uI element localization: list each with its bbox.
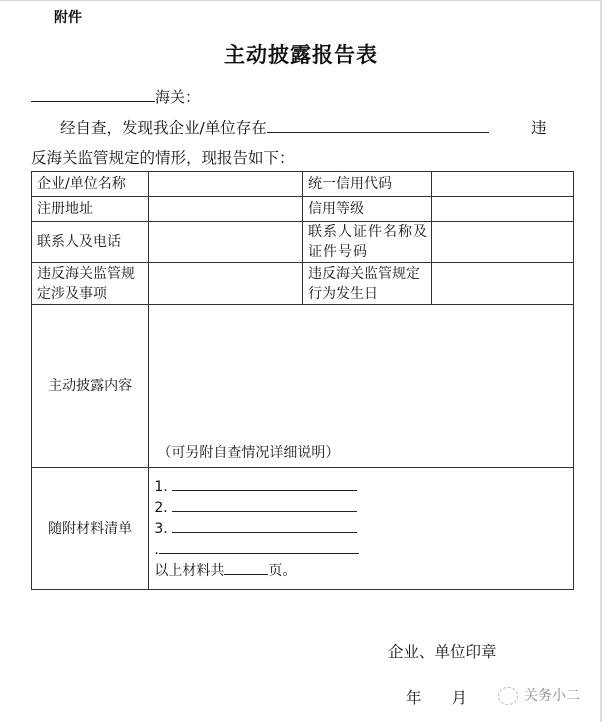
table-row xyxy=(32,305,574,468)
page-count-blank[interactable] xyxy=(224,560,268,575)
label-disclosure-content: 主动披露内容 xyxy=(32,305,149,468)
intro-line-2: 反海关监管规定的情形，现报告如下： xyxy=(31,149,295,167)
table-row xyxy=(32,263,574,305)
material-blank-1[interactable] xyxy=(172,476,357,491)
watermark-text: 关务小二 xyxy=(524,688,580,704)
intro-sentence-tail: 违 xyxy=(531,119,547,137)
material-blank-3[interactable] xyxy=(172,518,357,533)
label-violation-matters: 违反海关监管规定涉及事项 xyxy=(32,263,149,305)
material-blank-2[interactable] xyxy=(172,497,357,512)
watermark xyxy=(498,685,580,705)
field-contact-id[interactable] xyxy=(431,222,573,263)
customs-suffix: 海关： xyxy=(155,88,201,106)
attachment-label: 附件 xyxy=(54,10,82,26)
field-registered-address[interactable] xyxy=(149,197,303,222)
field-company-name[interactable] xyxy=(149,172,303,197)
field-disclosure-content[interactable] xyxy=(149,305,574,468)
table-row xyxy=(32,468,574,590)
label-attached-materials: 随附材料清单 xyxy=(32,468,149,590)
field-credit-code[interactable] xyxy=(431,172,573,197)
table-row xyxy=(32,197,574,222)
material-item: 2. xyxy=(154,497,573,518)
label-company-name: 企业/单位名称 xyxy=(32,172,149,197)
customs-name-blank[interactable] xyxy=(31,85,155,102)
materials-list xyxy=(149,468,574,590)
table-row xyxy=(32,222,574,263)
date-line xyxy=(406,686,497,708)
material-blank-4[interactable] xyxy=(159,539,359,554)
form-title: 主动披露报告表 xyxy=(224,43,378,67)
disclosure-note: （可另附自查情况详细说明） xyxy=(157,445,340,461)
wechat-icon xyxy=(498,687,518,705)
intro-sentence-start: 经自查，发现我企业/单位存在 xyxy=(60,119,267,137)
year-label: 年 xyxy=(406,689,422,707)
materials-total: 以上材料共 页。 xyxy=(154,560,573,581)
disclosure-form-table xyxy=(31,171,574,590)
material-item: . xyxy=(154,539,573,560)
field-violation-date[interactable] xyxy=(431,263,573,305)
label-violation-date: 违反海关监管规定行为发生日 xyxy=(302,263,431,305)
label-credit-code: 统一信用代码 xyxy=(302,172,431,197)
company-seal-label: 企业、单位印章 xyxy=(388,643,497,661)
label-contact-id: 联系人证件名称及证件号码 xyxy=(302,222,431,263)
label-contact-phone: 联系人及电话 xyxy=(32,222,149,263)
table-row xyxy=(32,172,574,197)
label-registered-address: 注册地址 xyxy=(32,197,149,222)
month-label: 月 xyxy=(451,689,468,707)
field-credit-level[interactable] xyxy=(431,197,573,222)
material-item: 1. xyxy=(154,476,573,497)
customs-addressee-line xyxy=(31,85,200,107)
violation-blank[interactable] xyxy=(267,116,489,133)
field-contact-phone[interactable] xyxy=(149,222,303,263)
label-credit-level: 信用等级 xyxy=(302,197,431,222)
material-item: 3. xyxy=(154,518,573,539)
field-violation-matters[interactable] xyxy=(149,263,303,305)
intro-line xyxy=(60,116,547,138)
